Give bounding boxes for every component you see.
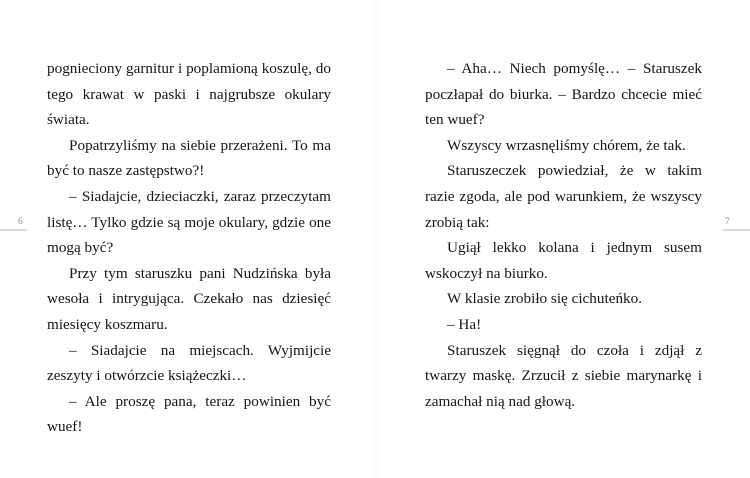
right-page-text-column <box>425 56 702 414</box>
paragraph: – Siadajcie, dzieciaczki, zaraz przeczytam listę… Tylko gdzie są moje okulary, gdzie one mogą być? <box>47 187 331 257</box>
paragraph: pognieciony garnitur i poplamioną koszulę, do tego krawat w paski i najgrubsze okulary świata. <box>47 60 331 129</box>
paragraph: W klasie zrobiło się cichuteńko. <box>447 290 643 308</box>
paragraph: Staruszek sięgnął do czoła i zdjął z twarzy maskę. Zrzucił z siebie marynarkę i zamachał nią nad głową. <box>425 341 702 410</box>
page-number-left: 6 <box>18 217 23 227</box>
paragraph: Staruszeczek powiedział, że w takim razie zgoda, ale pod warunkiem, że wszyscy zrobią tak: <box>425 162 702 231</box>
paragraph: – Siadajcie na miejscach. Wyjmijcie zeszyty i otwórzcie książeczki… <box>47 341 331 385</box>
paragraph: – Aha… Niech pomyślę… – Staruszek poczłapał do biurka. – Bardzo chcecie mieć ten wuef? <box>425 60 702 129</box>
paragraph: Ugiął lekko kolana i jednym susem wskoczył na biurko. <box>425 239 702 282</box>
left-page-text-column <box>47 56 331 440</box>
right-page <box>375 0 750 478</box>
folio-rule-right <box>723 229 750 231</box>
page-number-right: 7 <box>725 217 730 227</box>
paragraph: – Ale proszę pana, teraz powinien być wuef! <box>47 392 331 436</box>
folio-rule-left <box>0 229 27 231</box>
paragraph: Wszyscy wrzasnęliśmy chórem, że tak. <box>447 136 686 154</box>
paragraph: Popatrzyliśmy na siebie przerażeni. To ma być to nasze zastępstwo?! <box>47 136 331 180</box>
paragraph: – Ha! <box>447 315 482 333</box>
paragraph: Przy tym staruszku pani Nudzińska była wesoła i intrygująca. Czekało nas dziesięć miesięcy koszmaru. <box>47 264 331 333</box>
